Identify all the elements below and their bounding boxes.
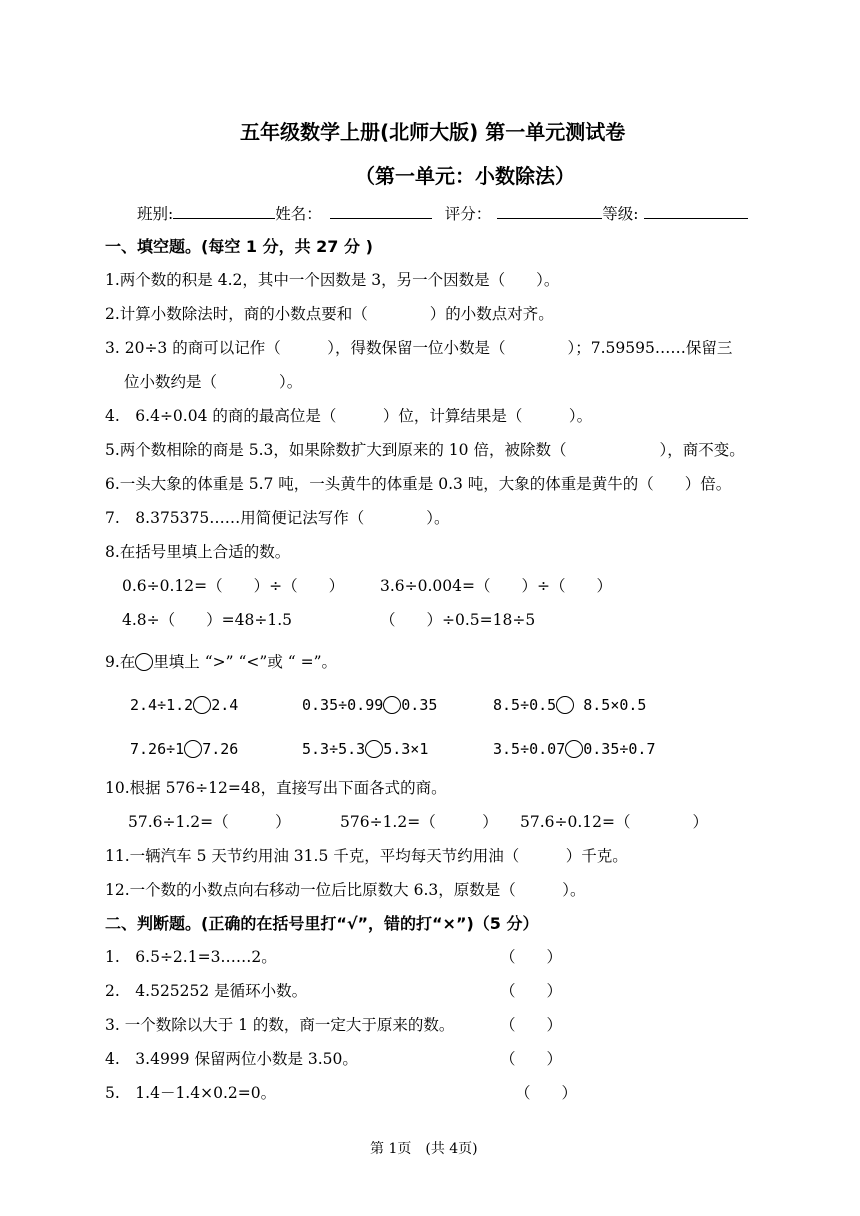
section1-heading: 一、填空题。(每空 1 分，共 27 分 ) — [105, 237, 373, 256]
compare-circle-icon[interactable] — [184, 740, 202, 758]
compare-circle-icon[interactable] — [193, 696, 211, 714]
question-2: 2.计算小数除法时，商的小数点要和（ ）的小数点对齐。 — [105, 305, 554, 323]
question-10b: 576÷1.2=（ ） — [340, 813, 498, 831]
name-label: 姓名： — [275, 205, 322, 223]
page-title: 五年级数学上册(北师大版) 第一单元测试卷 — [240, 120, 626, 144]
compare-left: 2.4÷1.2 — [130, 696, 194, 714]
question-8d: （ ）÷0.5=18÷5 — [380, 611, 536, 629]
compare-circle-icon — [135, 653, 153, 671]
question-10c: 57.6÷0.12=（ ） — [520, 813, 708, 831]
question-8: 8.在括号里填上合适的数。 — [105, 543, 291, 561]
compare-left: 5.3÷5.3 — [302, 740, 366, 758]
judge-paren-2[interactable]: （ ） — [500, 982, 563, 1000]
judge-paren-5[interactable]: （ ） — [515, 1084, 578, 1102]
compare-left: 8.5÷0.5 — [493, 696, 557, 714]
compare-left: 0.35÷0.99 — [302, 696, 384, 714]
question-9 — [105, 650, 337, 672]
judge-paren-3[interactable]: （ ） — [500, 1016, 563, 1034]
question-3-line1: 3. 20÷3 的商可以记作（ ），得数保留一位小数是（ ）；7.59595……保留三 — [105, 339, 733, 357]
compare-circle-icon[interactable] — [383, 696, 401, 714]
compare-right: 7.26 — [202, 740, 239, 758]
compare-right: 5.3×1 — [383, 740, 429, 758]
compare-item-3 — [493, 696, 646, 714]
compare-right: 0.35 — [401, 696, 438, 714]
question-5: 5.两个数相除的商是 5.3，如果除数扩大到原来的 10 倍，被除数（ ），商不变。 — [105, 441, 745, 459]
compare-circle-icon[interactable] — [556, 696, 574, 714]
judge-item-5: 5. 1.4－1.4×0.2=0。 — [105, 1084, 277, 1102]
compare-item-4 — [130, 740, 238, 758]
judge-item-4: 4. 3.4999 保留两位小数是 3.50。 — [105, 1050, 358, 1068]
page-subtitle: （第一单元：小数除法） — [355, 164, 575, 188]
judge-item-2: 2. 4.525252 是循环小数。 — [105, 982, 308, 1000]
compare-item-6 — [493, 740, 656, 758]
judge-item-1: 1. 6.5÷2.1=3……2。 — [105, 948, 277, 966]
score-label: 评分： — [444, 205, 492, 223]
score-field[interactable] — [497, 204, 602, 219]
info-line — [137, 202, 748, 224]
compare-circle-icon[interactable] — [565, 740, 583, 758]
question-10: 10.根据 576÷12=48，直接写出下面各式的商。 — [105, 779, 447, 797]
page-footer: 第 1页 (共 4页) — [370, 1141, 478, 1157]
question-9-suffix: 里填上 “>” “<”或 “ =”。 — [153, 653, 338, 671]
compare-left: 3.5÷0.07 — [493, 740, 566, 758]
question-8b: 3.6÷0.004=（ ）÷（ ） — [380, 577, 612, 595]
judge-paren-4[interactable]: （ ） — [500, 1050, 563, 1068]
name-field[interactable] — [330, 204, 432, 219]
question-4: 4. 6.4÷0.04 的商的最高位是（ ）位，计算结果是（ ）。 — [105, 407, 593, 425]
question-12: 12.一个数的小数点向右移动一位后比原数大 6.3，原数是（ ）。 — [105, 881, 586, 899]
question-10a: 57.6÷1.2=（ ） — [128, 813, 291, 831]
grade-label: 等级: — [602, 205, 639, 223]
question-7: 7. 8.375375……用简便记法写作（ ）。 — [105, 509, 450, 527]
compare-item-2 — [302, 696, 437, 714]
question-3-line2: 位小数约是（ ）。 — [124, 373, 303, 391]
compare-right: 0.35÷0.7 — [583, 740, 656, 758]
question-6: 6.一头大象的体重是 5.7 吨，一头黄牛的体重是 0.3 吨，大象的体重是黄牛的（ ）倍。 — [105, 475, 732, 493]
compare-item-5 — [302, 740, 428, 758]
compare-right: 2.4 — [211, 696, 239, 714]
class-field[interactable] — [173, 204, 275, 219]
judge-paren-1[interactable]: （ ） — [500, 948, 563, 966]
compare-circle-icon[interactable] — [365, 740, 383, 758]
section2-heading: 二、判断题。(正确的在括号里打“√”，错的打“×”)（5 分） — [105, 914, 539, 933]
question-8a: 0.6÷0.12=（ ）÷（ ） — [122, 577, 345, 595]
question-9-prefix: 9.在 — [105, 653, 136, 671]
question-8c: 4.8÷（ ）=48÷1.5 — [122, 611, 292, 629]
question-1: 1.两个数的积是 4.2，其中一个因数是 3，另一个因数是（ ）。 — [105, 271, 560, 289]
class-label: 班别: — [137, 205, 174, 223]
compare-left: 7.26÷1 — [130, 740, 185, 758]
question-11: 11.一辆汽车 5 天节约用油 31.5 千克，平均每天节约用油（ ）千克。 — [105, 847, 628, 865]
compare-right: 8.5×0.5 — [574, 696, 647, 714]
compare-item-1 — [130, 696, 238, 714]
judge-item-3: 3. 一个数除以大于 1 的数，商一定大于原来的数。 — [105, 1016, 455, 1034]
grade-field[interactable] — [644, 204, 748, 219]
